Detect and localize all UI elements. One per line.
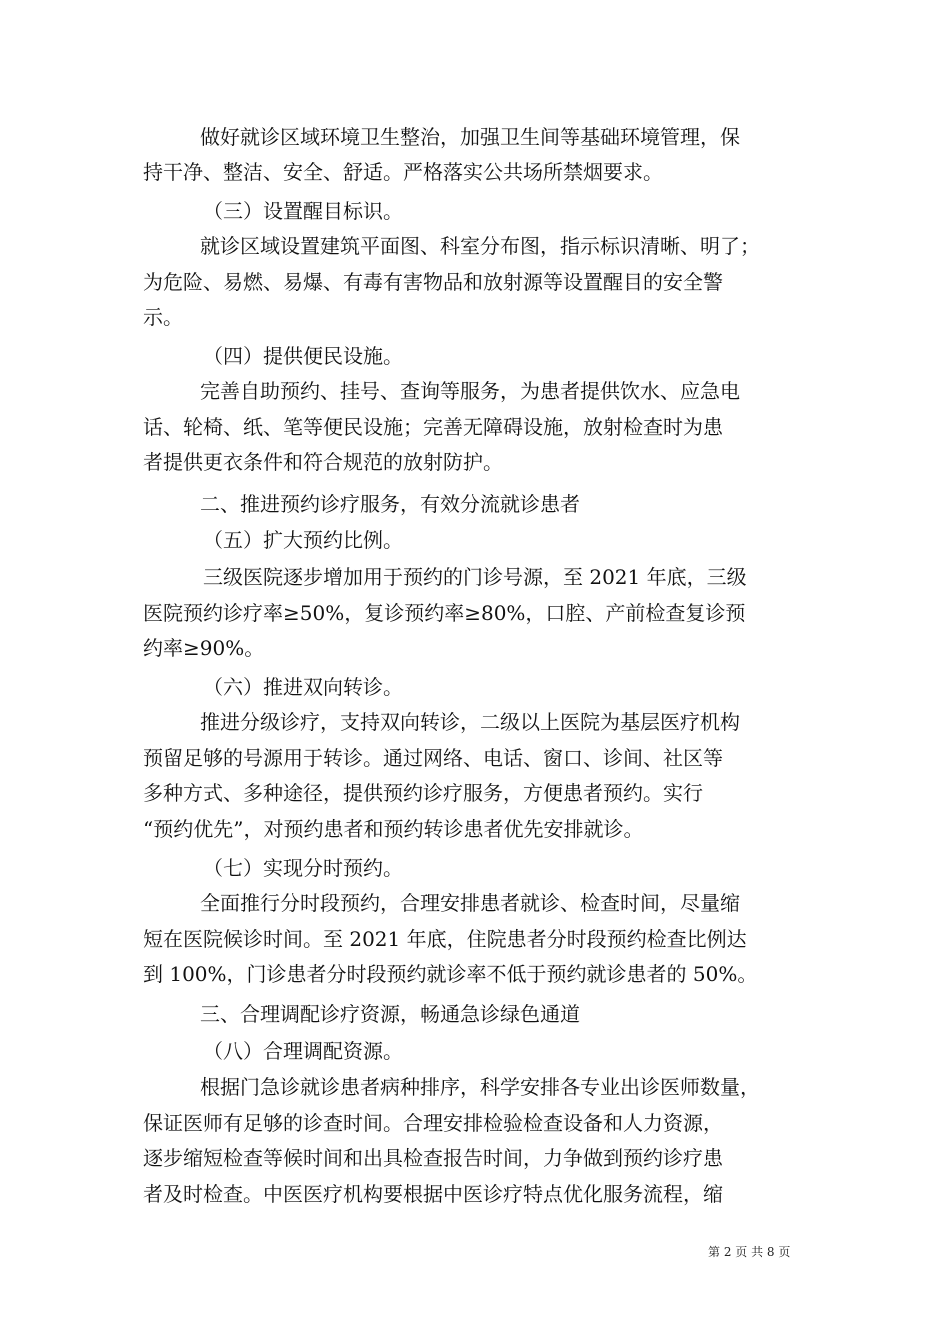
body-line: 者及时检查。中医医疗机构要根据中医诊疗特点优化服务流程，缩 [143, 1182, 723, 1206]
body-line: 多种方式、多种途径，提供预约诊疗服务，方便患者预约。实行 [143, 781, 703, 805]
body-line: “预约优先”，对预约患者和预约转诊患者优先安排就诊。 [143, 817, 644, 841]
body-line: 约率≥90%。 [143, 636, 265, 660]
section-heading: （八）合理调配资源。 [203, 1039, 403, 1063]
body-line: 到 100%，门诊患者分时段预约就诊率不低于预约就诊患者的 50%。 [143, 962, 758, 986]
body-line: 话、轮椅、纸、笔等便民设施；完善无障碍设施，放射检查时为患 [143, 415, 723, 439]
chapter-heading: 三、合理调配诊疗资源，畅通急诊绿色通道 [200, 1002, 580, 1026]
body-line: 短在医院候诊时间。至 2021 年底，住院患者分时段预约检查比例达 [143, 927, 747, 951]
section-heading: （三）设置醒目标识。 [203, 199, 403, 223]
section-heading: （六）推进双向转诊。 [203, 675, 403, 699]
chapter-heading: 二、推进预约诊疗服务，有效分流就诊患者 [200, 492, 580, 516]
body-line: 保证医师有足够的诊查时间。合理安排检验检查设备和人力资源， [143, 1111, 723, 1135]
body-line: 持干净、整洁、安全、舒适。严格落实公共场所禁烟要求。 [143, 160, 663, 184]
body-line: 者提供更衣条件和符合规范的放射防护。 [143, 450, 503, 474]
body-line: 完善自助预约、挂号、查询等服务，为患者提供饮水、应急电 [200, 379, 740, 403]
section-heading: （五）扩大预约比例。 [203, 528, 403, 552]
body-line: 预留足够的号源用于转诊。通过网络、电话、窗口、诊间、社区等 [143, 746, 723, 770]
body-line: 就诊区域设置建筑平面图、科室分布图，指示标识清晰、明了； [200, 234, 760, 258]
section-heading: （七）实现分时预约。 [203, 856, 403, 880]
section-heading: （四）提供便民设施。 [203, 344, 403, 368]
body-line: 医院预约诊疗率≥50%，复诊预约率≥80%，口腔、产前检查复诊预 [143, 601, 746, 625]
body-line: 根据门急诊就诊患者病种排序，科学安排各专业出诊医师数量， [200, 1075, 760, 1099]
body-line: 推进分级诊疗，支持双向转诊，二级以上医院为基层医疗机构 [200, 710, 740, 734]
body-line: 为危险、易燃、易爆、有毒有害物品和放射源等设置醒目的安全警 [143, 270, 723, 294]
body-line: 全面推行分时段预约，合理安排患者就诊、检查时间，尽量缩 [200, 891, 740, 915]
body-line: 做好就诊区域环境卫生整治，加强卫生间等基础环境管理，保 [200, 125, 740, 149]
page-number: 第 2 页 共 8 页 [708, 1245, 791, 1259]
body-line: 三级医院逐步增加用于预约的门诊号源，至 2021 年底，三级 [203, 565, 747, 589]
body-line: 示。 [143, 305, 183, 329]
body-line: 逐步缩短检查等候时间和出具检查报告时间，力争做到预约诊疗患 [143, 1146, 723, 1170]
